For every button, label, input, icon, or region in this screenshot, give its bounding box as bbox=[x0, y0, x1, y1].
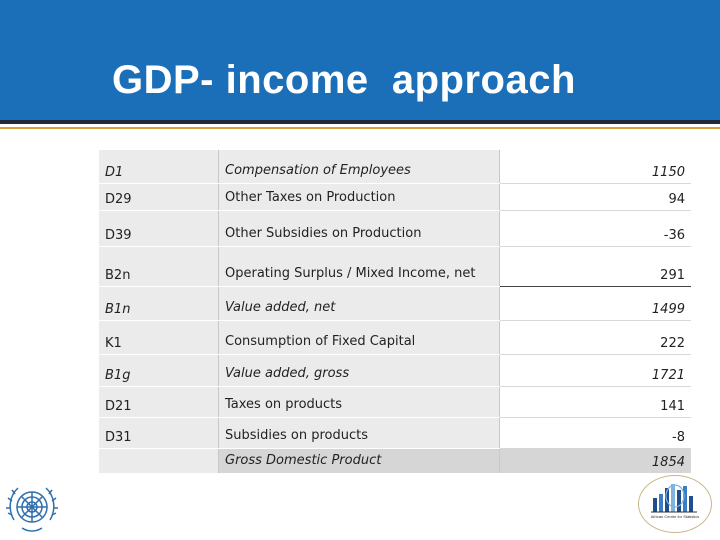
row-code: B2n bbox=[99, 246, 219, 286]
table-row bbox=[99, 183, 691, 210]
table-row bbox=[99, 210, 691, 246]
row-description: Operating Surplus / Mixed Income, net bbox=[219, 246, 500, 286]
row-value: 222 bbox=[500, 320, 692, 354]
row-code: B1g bbox=[99, 354, 219, 386]
table-row bbox=[99, 386, 691, 417]
table-row bbox=[99, 286, 691, 320]
gdp-income-table bbox=[99, 150, 691, 474]
table-row bbox=[99, 417, 691, 448]
row-code: D1 bbox=[99, 150, 219, 183]
table-row bbox=[99, 246, 691, 286]
table-row bbox=[99, 354, 691, 386]
row-code: B1n bbox=[99, 286, 219, 320]
row-value: 1854 bbox=[500, 448, 692, 473]
row-value: 1721 bbox=[500, 354, 692, 386]
row-description: Consumption of Fixed Capital bbox=[219, 320, 500, 354]
slide-title: GDP- income approach bbox=[112, 58, 576, 102]
row-description: Other Subsidies on Production bbox=[219, 210, 500, 246]
row-description: Taxes on products bbox=[219, 386, 500, 417]
table-row-total bbox=[99, 448, 691, 473]
row-code: K1 bbox=[99, 320, 219, 354]
row-value: 141 bbox=[500, 386, 692, 417]
row-value: -36 bbox=[500, 210, 692, 246]
logo-caption: African Centre for Statistics bbox=[650, 514, 700, 519]
row-value: 291 bbox=[500, 246, 692, 286]
row-value: 1150 bbox=[500, 150, 692, 183]
un-emblem-icon bbox=[4, 480, 60, 536]
row-value: 1499 bbox=[500, 286, 692, 320]
row-value: 94 bbox=[500, 183, 692, 210]
table-row bbox=[99, 150, 691, 183]
row-description: Subsidies on products bbox=[219, 417, 500, 448]
row-code: D29 bbox=[99, 183, 219, 210]
row-description: Value added, gross bbox=[219, 354, 500, 386]
row-description: Other Taxes on Production bbox=[219, 183, 500, 210]
statistics-chart-icon bbox=[639, 476, 711, 532]
row-description: Value added, net bbox=[219, 286, 500, 320]
row-description: Gross Domestic Product bbox=[219, 448, 500, 473]
row-code: D39 bbox=[99, 210, 219, 246]
row-code bbox=[99, 448, 219, 473]
header-rule-gold bbox=[0, 127, 720, 129]
row-code: D21 bbox=[99, 386, 219, 417]
african-centre-statistics-logo bbox=[638, 475, 712, 533]
row-value: -8 bbox=[500, 417, 692, 448]
table-row bbox=[99, 320, 691, 354]
row-description: Compensation of Employees bbox=[219, 150, 500, 183]
row-code: D31 bbox=[99, 417, 219, 448]
